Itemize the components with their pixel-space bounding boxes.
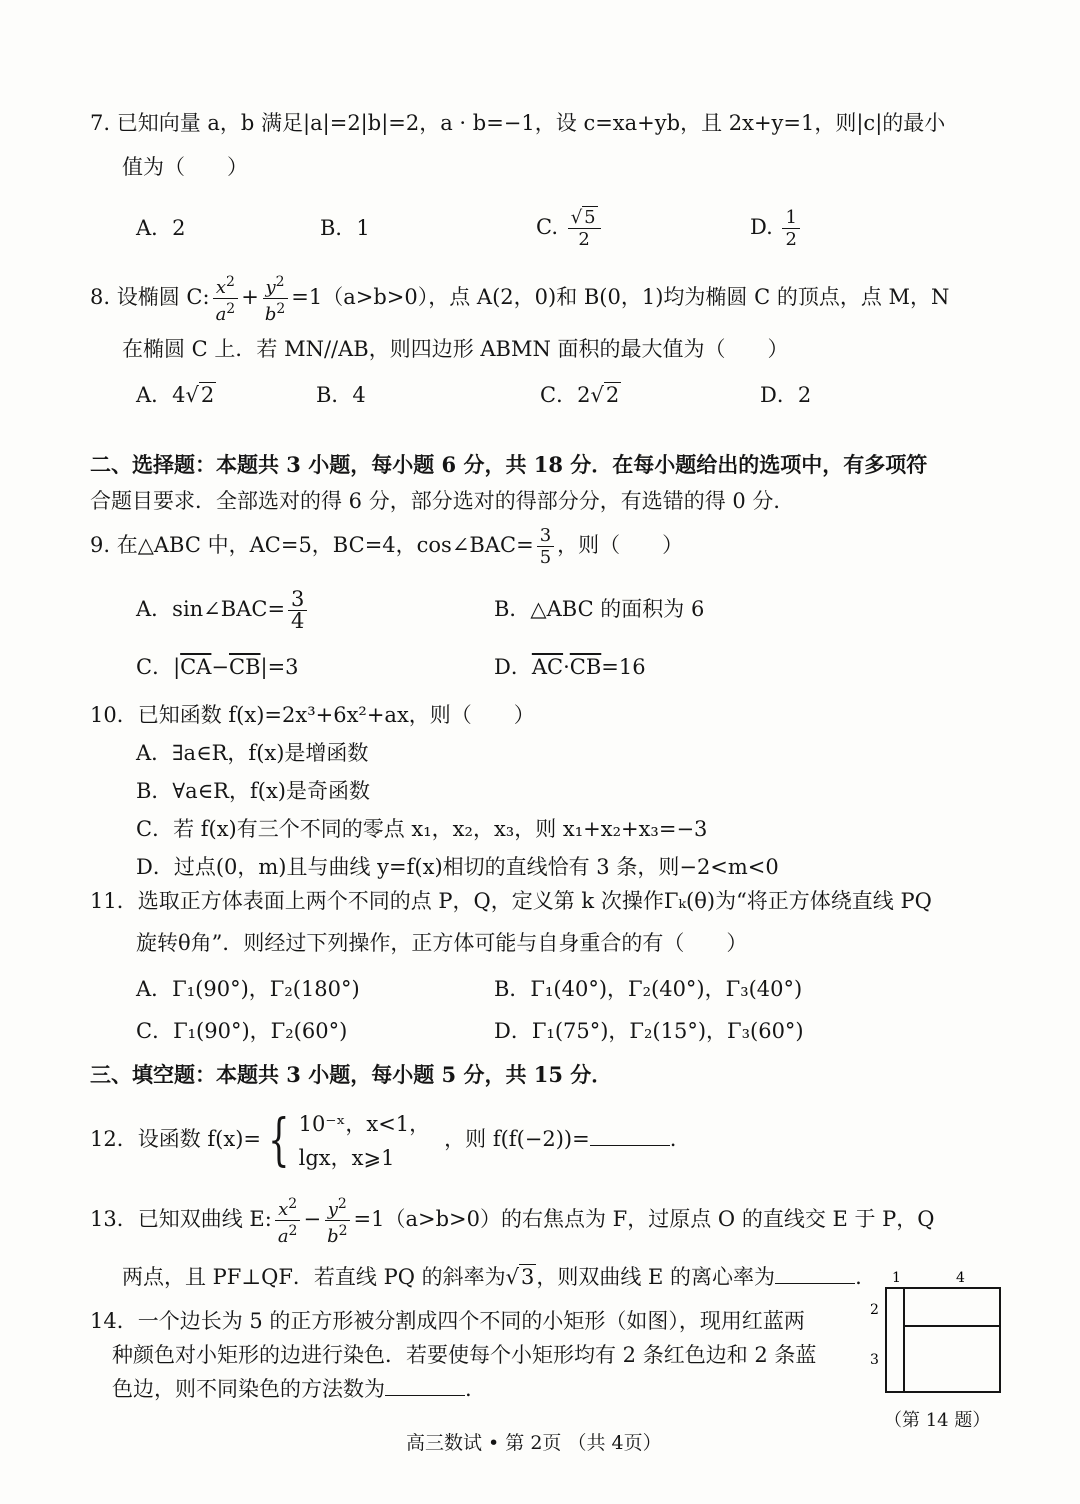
fig-label-left-top: 2: [870, 1302, 879, 1318]
q7-option-a: A．2: [136, 216, 186, 240]
fig-label-top-left: 1: [892, 1270, 901, 1286]
q11-stem-line2: 旋转θ角”．则经过下列操作，正方体可能与自身重合的有（ ）: [136, 931, 748, 955]
q10-stem: 10．已知函数 f(x)=2x³+6x²+ax，则（ ）: [90, 703, 535, 727]
q10-option-b: B．∀a∈R，f(x)是奇函数: [136, 779, 370, 803]
q13-stem-line1: 13．已知双曲线 E: $\frac{x^2}{a^2}$ − $\frac{y^2}{b^2}$ =1（a>b>0）的右焦点为 F，过原点 O 的直线交 E 于 P，Q: [90, 1196, 935, 1247]
q14-answer-blank[interactable]: [385, 1375, 465, 1396]
q9-option-d: D．$\overline{AC}\cdot\overline{CB}=16$: [494, 655, 646, 679]
q12-answer-blank[interactable]: [590, 1125, 670, 1146]
q11-option-d: D．Γ₁(75°)，Γ₂(15°)，Γ₃(60°): [494, 1019, 804, 1043]
q14-stem-line2: 种颜色对小矩形的边进行染色．若要使每个小矩形均有 2 条红色边和 2 条蓝: [112, 1343, 817, 1367]
q14-figure: [868, 1268, 1008, 1418]
q9-option-a: A．sin∠BAC= $\frac{3}{4}$: [136, 584, 310, 634]
q8-option-b: B．4: [316, 383, 366, 407]
q14-figure-caption: （第 14 题）: [884, 1410, 991, 1431]
q11-option-c: C．Γ₁(90°)，Γ₂(60°): [136, 1019, 348, 1043]
q8-option-d: D．2: [760, 383, 812, 407]
q14-stem-line3: 色边，则不同染色的方法数为 .: [112, 1377, 472, 1401]
q13-answer-blank[interactable]: [775, 1263, 855, 1284]
q8-option-c: C．2√2: [540, 383, 620, 407]
q11-option-a: A．Γ₁(90°)，Γ₂(180°): [136, 977, 360, 1001]
q9-stem: 9. 在△ABC 中，AC=5，BC=4，cos∠BAC= $\frac{3}{5}$ ，则（ ）: [90, 525, 684, 568]
q7-stem-line1: 7. 已知向量 a，b 满足|a|=2|b|=2，a · b=−1，设 c=xa+yb，且 2x+y=1，则|c|的最小: [90, 111, 946, 135]
q8-stem-line1: 8. 设椭圆 C: $\frac{x^2}{a^2}$ + $\frac{y^2}{b^2}$ =1（a>b>0），点 A(2，0)和 B(0，1)均为椭圆 C 的顶点，点 M，N: [90, 274, 950, 325]
section2-heading-line1: 二、选择题：本题共 3 小题，每小题 6 分，共 18 分．在每小题给出的选项中，有多项符: [90, 452, 928, 477]
q8-stem-line2: 在椭圆 C 上．若 MN//AB，则四边形 ABMN 面积的最大值为（ ）: [122, 337, 789, 361]
section2-heading-line2: 合题目要求．全部选对的得 6 分，部分选对的得部分分，有选错的得 0 分．: [90, 489, 795, 513]
q13-stem-line2: 两点，且 PF⊥QF．若直线 PQ 的斜率为√3，则双曲线 E 的离心率为 .: [122, 1265, 862, 1289]
q9-option-c: C．$|\overline{CA}-\overline{CB}|=3$: [136, 655, 299, 679]
q9-option-b: B．△ABC 的面积为 6: [494, 597, 705, 621]
q14-stem-line1: 14．一个边长为 5 的正方形被分割成四个不同的小矩形（如图），现用红蓝两: [90, 1309, 805, 1333]
fig-label-left-bottom: 3: [870, 1352, 879, 1368]
q10-option-c: C．若 f(x)有三个不同的零点 x₁，x₂，x₃，则 x₁+x₂+x₃=−3: [136, 817, 708, 841]
q7-option-b: B．1: [320, 216, 370, 240]
q11-option-b: B．Γ₁(40°)，Γ₂(40°)，Γ₃(40°): [494, 977, 803, 1001]
q7-stem-line2: 值为（ ）: [122, 155, 248, 179]
q10-option-d: D．过点(0，m)且与曲线 y=f(x)相切的直线恰有 3 条，则−2<m<0: [136, 855, 779, 879]
q10-option-a: A．∃a∈R，f(x)是增函数: [136, 741, 369, 765]
section3-heading: 三、填空题：本题共 3 小题，每小题 5 分，共 15 分．: [90, 1062, 613, 1087]
fig-label-top-right: 4: [956, 1270, 965, 1286]
q8-option-a: A．4√2: [136, 383, 215, 407]
q7-option-d: D. $\frac{1}{2}$: [750, 202, 803, 252]
q7-option-c: C. $\frac{√ 5}{2}$: [536, 202, 604, 252]
q12-stem: 12．设函数 f(x)= { 10⁻ˣ，x<1， lgx，x⩾1 ，则 f(f(−2))= .: [90, 1107, 677, 1173]
q11-stem-line1: 11．选取正方体表面上两个不同的点 P，Q，定义第 k 次操作Γₖ(θ)为“将正方体绕直线 PQ: [90, 889, 932, 913]
page-footer: 高三数试 • 第 2页 （共 4页）: [406, 1432, 662, 1454]
